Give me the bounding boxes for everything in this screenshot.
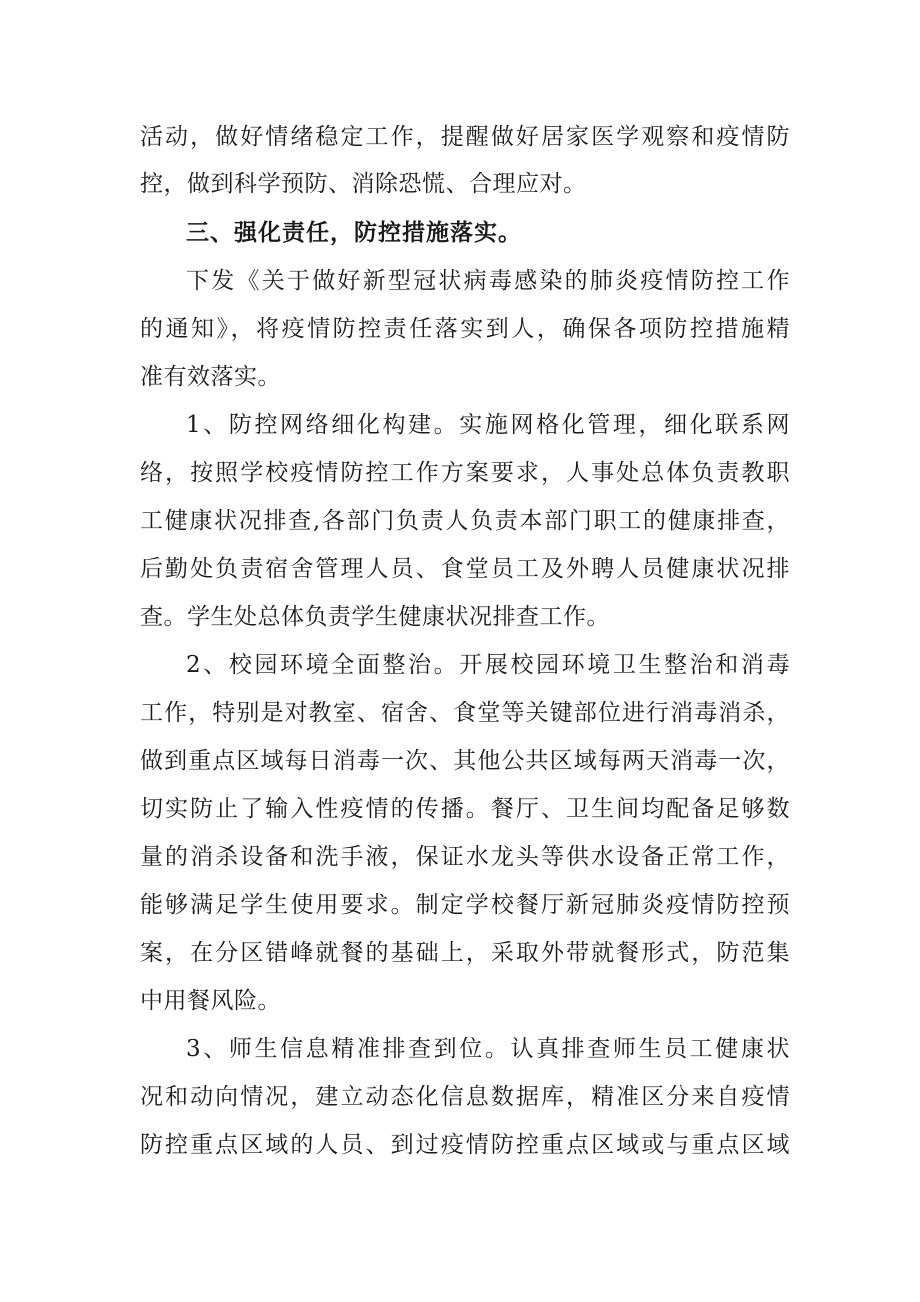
paragraph-line: 的通知》，将疫情防控责任落实到人，确保各项防控措施精 — [140, 316, 790, 342]
paragraph-line: 活动，做好情绪稳定工作，提醒做好居家医学观察和疫情防 — [140, 124, 790, 150]
paragraph-line: 防控重点区域的人员、到过疫情防控重点区域或与重点区域 — [140, 1132, 790, 1158]
paragraph-line: 查。学生处总体负责学生健康状况排查工作。 — [140, 604, 610, 630]
paragraph-line: 量的消杀设备和洗手液，保证水龙头等供水设备正常工作， — [140, 844, 790, 870]
paragraph-line: 3、师生信息精准排查到位。认真排查师生员工健康状 — [186, 1036, 790, 1062]
paragraph-line: 准有效落实。 — [140, 364, 281, 390]
paragraph-line: 1、防控网络细化构建。实施网格化管理，细化联系网 — [186, 412, 790, 438]
paragraph-line: 况和动向情况，建立动态化信息数据库，精准区分来自疫情 — [140, 1084, 790, 1110]
paragraph-line: 下发《关于做好新型冠状病毒感染的肺炎疫情防控工作 — [186, 268, 790, 294]
paragraph-line: 中用餐风险。 — [140, 988, 281, 1014]
paragraph-line: 工作，特别是对教室、宿舍、食堂等关键部位进行消毒消杀， — [140, 700, 790, 726]
paragraph-line: 控，做到科学预防、消除恐慌、合理应对。 — [140, 171, 587, 197]
paragraph-line: 后勤处负责宿舍管理人员、食堂员工及外聘人员健康状况排 — [140, 556, 790, 582]
section-heading: 三、强化责任，防控措施落实。 — [186, 219, 522, 246]
paragraph-line: 工健康状况排查,各部门负责人负责本部门职工的健康排查， — [140, 508, 790, 534]
paragraph-line: 案，在分区错峰就餐的基础上，采取外带就餐形式，防范集 — [140, 940, 790, 966]
paragraph-line: 能够满足学生使用要求。制定学校餐厅新冠肺炎疫情防控预 — [140, 892, 790, 918]
paragraph-line: 做到重点区域每日消毒一次、其他公共区域每两天消毒一次， — [140, 748, 790, 774]
paragraph-line: 切实防止了输入性疫情的传播。餐厅、卫生间均配备足够数 — [140, 796, 790, 822]
paragraph-line: 2、校园环境全面整治。开展校园环境卫生整治和消毒 — [186, 652, 790, 678]
paragraph-line: 络，按照学校疫情防控工作方案要求，人事处总体负责教职 — [140, 460, 790, 486]
